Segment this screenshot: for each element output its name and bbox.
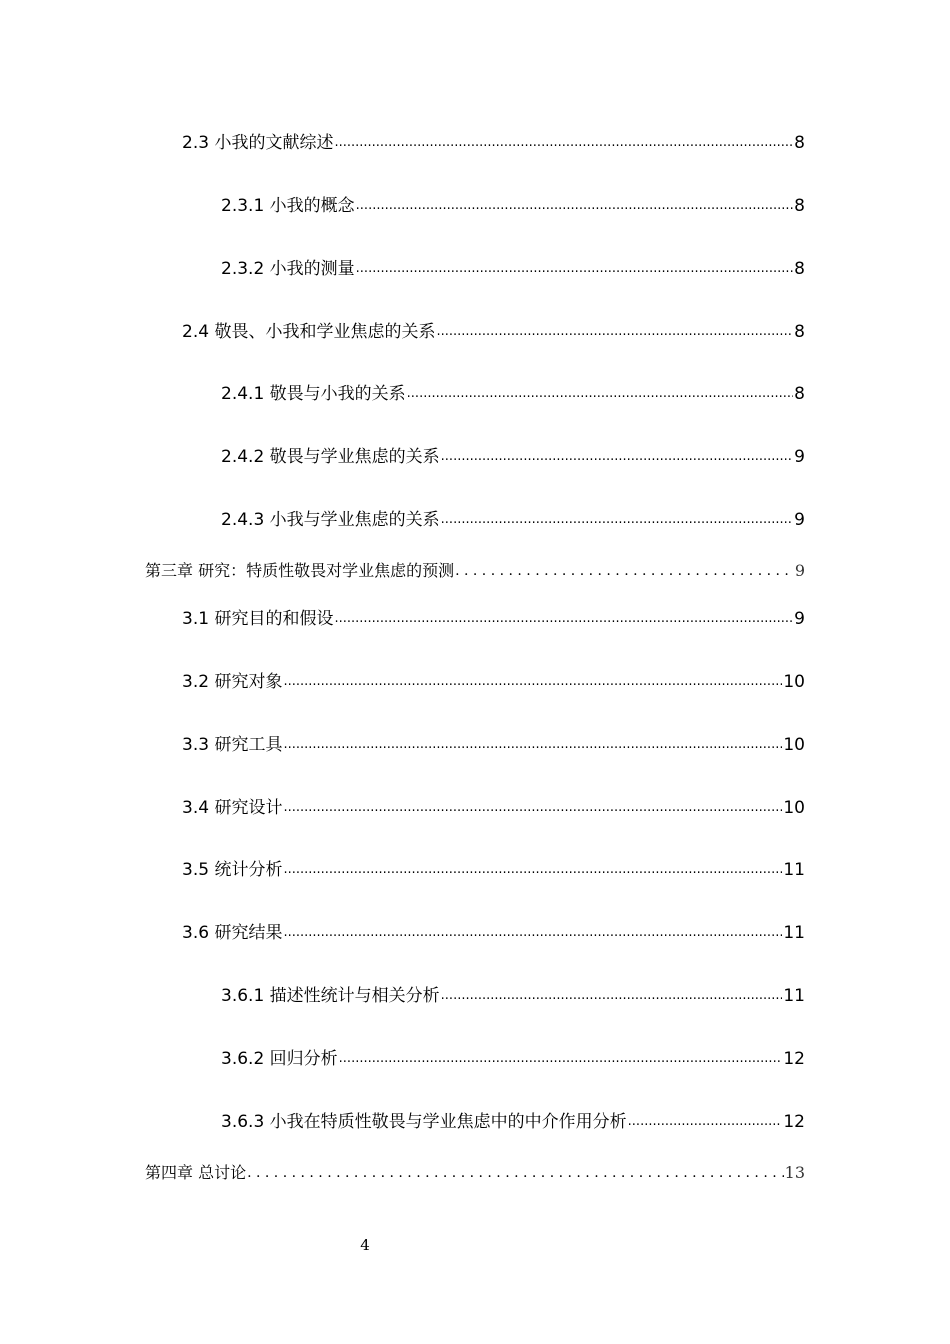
toc-dot-leader (455, 560, 794, 582)
toc-entry-3-3[interactable] (182, 726, 805, 756)
toc-entry-chapter-3[interactable] (145, 552, 805, 582)
toc-entry-label: 3.2 研究对象 (182, 672, 283, 692)
toc-entry-label: 第四章 总讨论 (145, 1163, 247, 1182)
toc-entry-label: 3.4 研究设计 (182, 798, 283, 818)
toc-entry-page: 11 (783, 860, 805, 880)
toc-entry-2-3[interactable] (182, 124, 805, 154)
toc-dot-leader (407, 383, 794, 405)
toc-dot-leader (283, 797, 782, 819)
toc-dot-leader (283, 671, 782, 693)
toc-entry-2-4-3[interactable] (221, 501, 805, 531)
toc-entry-label: 2.3.2 小我的测量 (221, 259, 355, 279)
toc-dot-leader (356, 195, 794, 217)
toc-entry-label: 3.6 研究结果 (182, 923, 283, 943)
toc-entry-2-4[interactable] (182, 313, 805, 343)
toc-dot-leader (283, 859, 782, 881)
toc-entry-label: 2.4 敬畏、小我和学业焦虑的关系 (182, 322, 436, 342)
toc-entry-chapter-4[interactable] (145, 1154, 805, 1184)
toc-entry-page: 12 (783, 1112, 805, 1132)
toc-entry-page: 10 (783, 672, 805, 692)
toc-dot-leader (339, 1048, 783, 1070)
toc-entry-2-3-1[interactable] (221, 187, 805, 217)
toc-dot-leader (247, 1162, 784, 1184)
toc-dot-leader (283, 734, 782, 756)
toc-entry-label: 3.1 研究目的和假设 (182, 609, 334, 629)
toc-entry-page: 8 (794, 133, 805, 153)
toc-entry-label: 3.6.1 描述性统计与相关分析 (221, 986, 440, 1006)
toc-entry-3-6-2[interactable] (221, 1040, 805, 1070)
toc-entry-page: 9 (794, 510, 805, 530)
toc-entry-page: 8 (794, 196, 805, 216)
toc-entry-label: 第三章 研究：特质性敬畏对学业焦虑的预测 (145, 561, 455, 580)
toc-entry-label: 2.3 小我的文献综述 (182, 133, 334, 153)
toc-dot-leader (283, 922, 782, 944)
toc-entry-3-6-1[interactable] (221, 977, 805, 1007)
toc-entry-page: 11 (783, 986, 805, 1006)
toc-entry-2-3-2[interactable] (221, 250, 805, 280)
toc-entry-page: 9 (794, 447, 805, 467)
toc-entry-page: 9 (794, 561, 805, 580)
page-number: 4 (360, 1236, 370, 1254)
toc-dot-leader (356, 258, 794, 280)
toc-entry-3-2[interactable] (182, 663, 805, 693)
toc-entry-label: 2.4.2 敬畏与学业焦虑的关系 (221, 447, 440, 467)
toc-dot-leader (441, 985, 783, 1007)
toc-entry-label: 3.3 研究工具 (182, 735, 283, 755)
toc-entry-page: 10 (783, 798, 805, 818)
toc-entry-page: 8 (794, 259, 805, 279)
toc-entry-label: 3.6.3 小我在特质性敬畏与学业焦虑中的中介作用分析 (221, 1112, 627, 1132)
toc-entry-page: 9 (794, 609, 805, 629)
toc-dot-leader (436, 321, 793, 343)
toc-entry-2-4-1[interactable] (221, 375, 805, 405)
toc-entry-page: 10 (783, 735, 805, 755)
toc-dot-leader (334, 608, 793, 630)
toc-entry-page: 11 (783, 923, 805, 943)
toc-entry-3-1[interactable] (182, 600, 805, 630)
toc-entry-label: 2.4.3 小我与学业焦虑的关系 (221, 510, 440, 530)
toc-dot-leader (628, 1111, 783, 1133)
toc-entry-3-6-3[interactable] (221, 1103, 805, 1133)
toc-dot-leader (441, 446, 794, 468)
toc-entry-label: 2.4.1 敬畏与小我的关系 (221, 384, 406, 404)
toc-entry-label: 2.3.1 小我的概念 (221, 196, 355, 216)
toc-dot-leader (334, 132, 793, 154)
toc-entry-page: 8 (794, 384, 805, 404)
toc-entry-label: 3.6.2 回归分析 (221, 1049, 338, 1069)
toc-entry-label: 3.5 统计分析 (182, 860, 283, 880)
toc-entry-page: 13 (784, 1163, 805, 1182)
toc-dot-leader (441, 509, 794, 531)
toc-entry-3-6[interactable] (182, 914, 805, 944)
toc-entry-2-4-2[interactable] (221, 438, 805, 468)
toc-entry-3-4[interactable] (182, 789, 805, 819)
toc-entry-page: 8 (794, 322, 805, 342)
toc-entry-3-5[interactable] (182, 851, 805, 881)
toc-entry-page: 12 (783, 1049, 805, 1069)
